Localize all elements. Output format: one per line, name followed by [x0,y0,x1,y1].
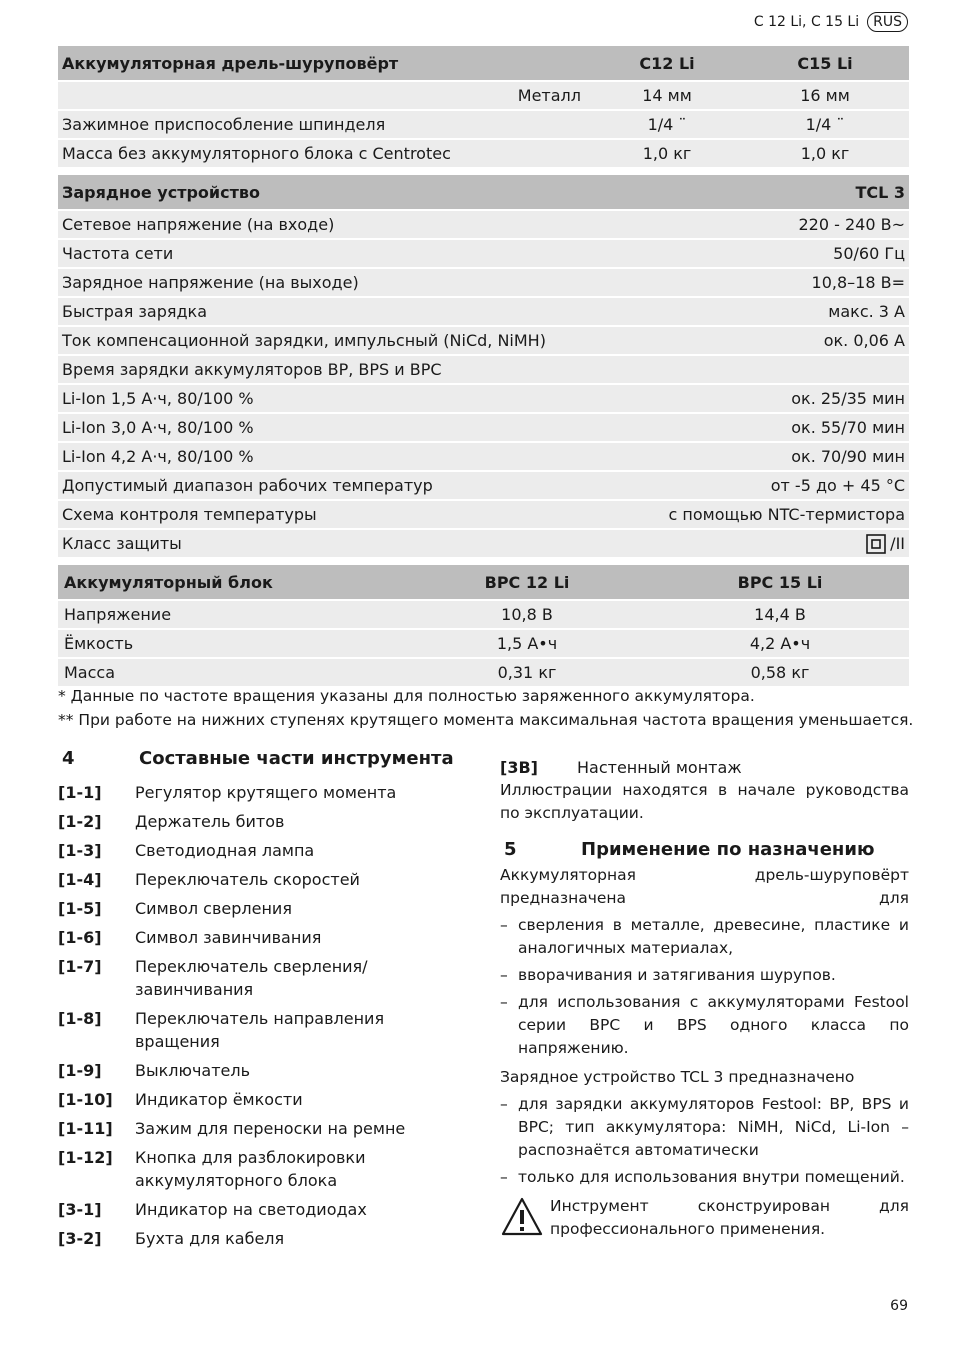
part-text: Символ сверления [135,899,292,918]
part-text: Индикатор ёмкости [135,1090,303,1109]
part-code: [1-1] [58,783,102,802]
list-item: – для зарядки аккумуляторов Festool: BP, BPS и BPC; тип аккумулятора: NiMH, NiCd, Li-Ion – распознаётся автоматически [500,1093,909,1162]
table-row [58,601,909,628]
part-text: Светодиодная лампа [135,841,315,860]
row-value: ок. 0,06 А [823,331,905,350]
part-code: [1-8] [58,1009,102,1028]
row-value: ок. 55/70 мин [791,418,905,437]
model-label: C 12 Li, C 15 Li [753,14,860,30]
warning-note [500,1195,909,1245]
list-item [58,1059,473,1082]
list-item [58,1007,473,1053]
double-insulation-icon [866,534,886,554]
row-value: макс. 3 А [828,302,905,321]
row-label: Металл [517,86,581,105]
row-value: 1/4 ¨ [647,115,687,134]
part-code: [1-4] [58,870,102,889]
list-item: – только для использования внутри помещений. [500,1166,909,1189]
part-code: [1-9] [58,1061,102,1080]
row-value: 10,8 В [501,605,553,624]
row-label: Зажимное приспособление шпинделя [62,115,386,134]
part-text: Регулятор крутящего момента [135,783,397,802]
row-label: Ток компенсационной зарядки, импульсный (NiCd, NiMH) [62,331,546,350]
table-row [58,298,909,325]
table-row [58,240,909,267]
list-item [58,1088,473,1111]
row-label: Li-Ion 3,0 А·ч, 80/100 % [62,418,254,437]
section-heading [500,839,909,860]
illustrations-note: Иллюстрации находятся в начале руководства по эксплуатации. [500,781,909,822]
list-item [58,1117,473,1140]
row-value: ок. 70/90 мин [791,447,905,466]
part-text: Символ завинчивания [135,928,322,947]
row-label: Напряжение [64,605,172,624]
row-label: Время зарядки аккумуляторов BP, BPS и BPC [62,360,442,379]
warning-text: Инструмент сконструирован для профессионального применения. [550,1197,909,1238]
row-value: 4,2 А•ч [749,634,811,653]
header-cell: TCL 3 [855,182,905,202]
page-header [754,12,908,32]
battery-spec-table [58,565,909,688]
section-heading [58,748,473,769]
header-cell: Аккумуляторный блок [64,572,273,592]
row-value: 220 - 240 В~ [798,215,905,234]
header-cell: C15 Li [797,53,853,73]
header-cell: C12 Li [639,53,695,73]
part-code: [3-2] [58,1229,102,1248]
list-item [58,1146,473,1192]
part-text: Держатель битов [135,812,285,831]
row-label: Масса без аккумуляторного блока с Centrotec [62,144,451,163]
table-row [58,82,909,109]
part-text: Бухта для кабеля [135,1229,285,1248]
row-value: 1,0 кг [642,144,692,163]
protection-class-value [862,534,909,554]
warning-triangle-icon [500,1195,544,1239]
table-row [58,472,909,499]
list-item [58,955,473,1001]
part-text: Выключатель [135,1061,251,1080]
bullet-text: для зарядки аккумуляторов Festool: BP, BPS и BPC; тип аккумулятора: NiMH, NiCd, Li-Ion – распознаётся автоматически [518,1095,909,1159]
row-value: 50/60 Гц [833,244,905,263]
table-row [58,414,909,441]
page-number: 69 [890,1298,908,1314]
row-value: от -5 до + 45 °C [770,476,905,495]
row-label: Зарядное напряжение (на выходе) [62,273,359,292]
language-badge: RUS [867,12,908,32]
table-row [58,385,909,412]
table-header [58,46,909,80]
part-code: [1-12] [58,1148,113,1167]
row-value: 1/4 ¨ [805,115,845,134]
part-text: Зажим для переноски на ремне [135,1119,406,1138]
header-cell: BPC 15 Li [737,572,823,592]
table-row [58,111,909,138]
list-item [58,897,473,920]
part-text: Настенный монтаж [577,758,742,777]
footnote: ** При работе на нижних ступенях крутящего момента максимальная частота вращения уменьшается. [58,711,914,729]
row-label: Ёмкость [64,634,134,653]
table-row [58,530,909,557]
header-cell: Аккумуляторная дрель-шуруповёрт [62,53,399,73]
list-item [58,868,473,891]
part-text: Индикатор на светодиодах [135,1200,367,1219]
row-label: Класс защиты [62,534,182,553]
bullet-text: для использования с аккумуляторами Festool серии BPC и BPS одного класса по напряжению. [518,993,909,1057]
row-value: 14,4 В [754,605,806,624]
section-title: Составные части инструмента [139,748,454,769]
list-item [500,756,909,779]
table-row [58,356,909,383]
list-item [58,781,473,804]
part-text: Переключатель скоростей [135,870,360,889]
list-item [58,810,473,833]
row-value: 0,58 кг [750,663,810,682]
table-header [58,565,909,599]
bullet-text: только для использования внутри помещений. [518,1168,905,1186]
part-code: [1-2] [58,812,102,831]
list-item [58,839,473,862]
part-code: [1-10] [58,1090,113,1109]
row-label: Схема контроля температуры [62,505,317,524]
header-cell: BPC 12 Li [484,572,570,592]
row-label: Быстрая зарядка [62,302,208,321]
header-cell: Зарядное устройство [62,182,260,202]
part-code: [1-11] [58,1119,113,1138]
bullet-text: вворачивания и затягивания шурупов. [518,966,836,984]
drill-spec-table [58,46,909,169]
row-label: Li-Ion 4,2 А·ч, 80/100 % [62,447,254,466]
row-value: 1,5 А•ч [496,634,558,653]
row-label: Li-Ion 1,5 А·ч, 80/100 % [62,389,254,408]
footnotes [58,687,918,735]
part-code: [1-5] [58,899,102,918]
row-label: Масса [64,663,116,682]
section-number: 5 [504,839,517,860]
section-number: 4 [62,748,75,769]
table-row [58,659,909,686]
charger-spec-table [58,175,909,559]
row-label: Допустимый диапазон рабочих температур [62,476,433,495]
row-value: 0,31 кг [497,663,557,682]
list-item [58,1227,473,1250]
charger-uses-list [500,1093,909,1189]
part-code: [1-3] [58,841,102,860]
row-label: Частота сети [62,244,174,263]
row-value: 16 мм [800,86,850,105]
part-text: Переключатель направления вращения [135,1009,385,1051]
footnote: * Данные по частоте вращения указаны для полностью заряженного аккумулятора. [58,687,755,705]
row-value: 10,8–18 В= [811,273,905,292]
list-item [58,926,473,949]
part-text: Переключатель сверления/ завинчивания [135,957,368,999]
section-title: Применение по назначению [581,839,875,860]
table-row [58,140,909,167]
intro-text: Аккумуляторная дрель-шуруповёрт предназначена для [500,866,909,907]
part-code: [3-1] [58,1200,102,1219]
part-code: [1-6] [58,928,102,947]
table-row [58,327,909,354]
table-row [58,269,909,296]
intended-use-intro [500,864,909,910]
table-row [58,211,909,238]
protection-class-text: /II [890,534,905,553]
row-value: 14 мм [642,86,692,105]
right-column [500,756,909,1245]
list-item: – для использования с аккумуляторами Festool серии BPC и BPS одного класса по напряжению. [500,991,909,1060]
part-code: [1-7] [58,957,102,976]
table-row [58,443,909,470]
row-value: ок. 25/35 мин [791,389,905,408]
table-row [58,501,909,528]
table-row [58,630,909,657]
charger-intro: Зарядное устройство TCL 3 предназначено [500,1068,855,1086]
section-components [58,748,473,1256]
list-item [58,1198,473,1221]
list-item: – сверления в металле, древесине, пластике и аналогичных материалах, [500,914,909,960]
table-header [58,175,909,209]
row-value: с помощью NTC-термистора [668,505,905,524]
part-text: Кнопка для разблокировки аккумуляторного блока [135,1148,366,1190]
row-label: Сетевое напряжение (на входе) [62,215,335,234]
row-value: 1,0 кг [800,144,850,163]
drill-uses-list [500,914,909,1060]
list-item: – вворачивания и затягивания шурупов. [500,964,909,987]
bullet-text: сверления в металле, древесине, пластике и аналогичных материалах, [518,916,909,957]
part-code: [3B] [500,758,538,777]
